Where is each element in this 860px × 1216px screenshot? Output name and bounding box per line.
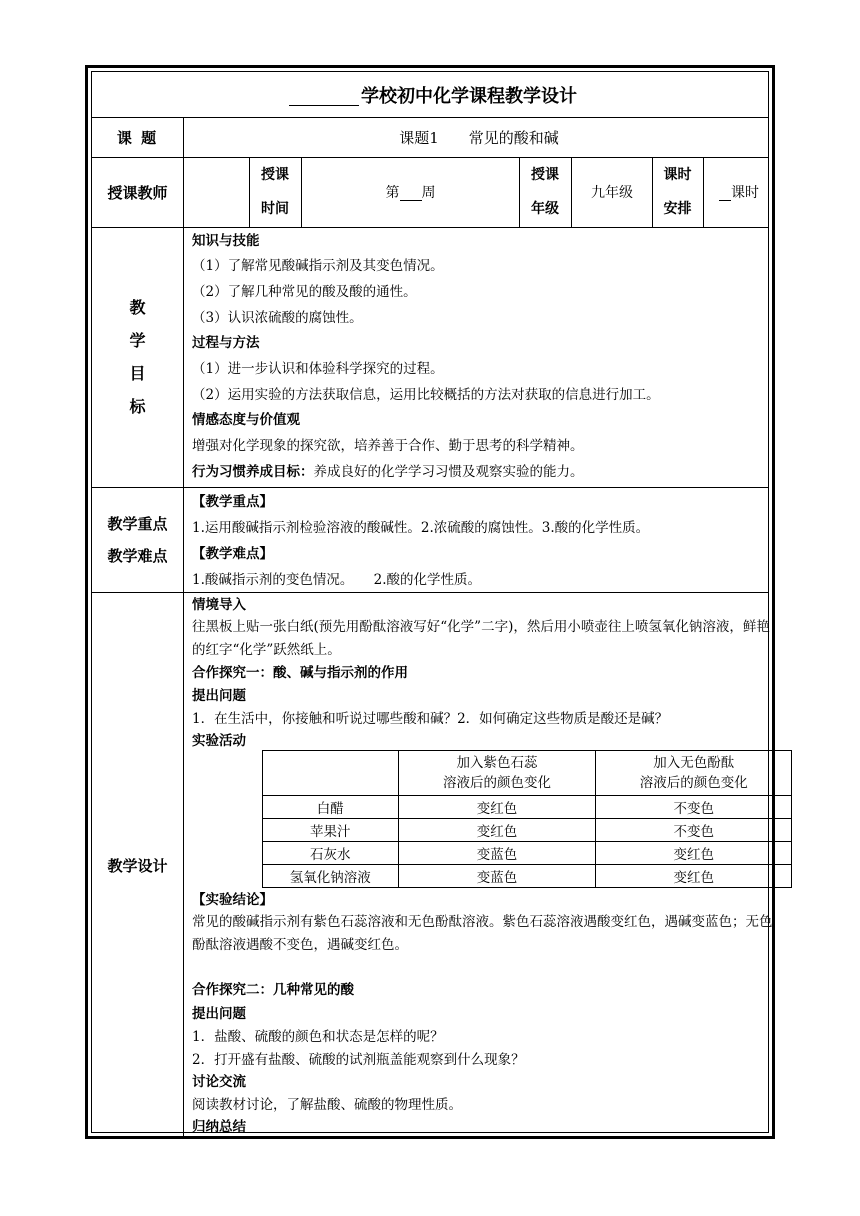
hours-suffix: 课时 xyxy=(731,185,759,201)
inquiry-1-title: 合作探究一：酸、碱与指示剂的作用 xyxy=(192,665,408,681)
header-line: 溶液后的颜色变化 xyxy=(639,775,748,791)
focus-title: 【教学重点】 xyxy=(192,494,273,510)
table-cell: 变红色 xyxy=(398,796,596,819)
habit-text: 养成良好的化学学习习惯及观察实验的能力。 xyxy=(313,464,584,480)
col-divider xyxy=(183,117,184,1138)
table-cell: 变蓝色 xyxy=(398,865,596,888)
table-row xyxy=(263,819,792,842)
difficulty-label: 教学难点 xyxy=(107,546,168,565)
design-label: 教学设计 xyxy=(107,856,168,875)
conclusion-title: 【实验结论】 xyxy=(192,892,273,908)
question-line: 1．盐酸、硫酸的颜色和状态是怎样的呢？ xyxy=(192,1029,444,1045)
objective-heading: 知识与技能 xyxy=(192,233,260,249)
focus-label: 教学重点 xyxy=(107,514,168,533)
time-label-line: 时间 xyxy=(261,201,289,217)
hours-label xyxy=(652,157,703,227)
table-cell: 变红色 xyxy=(596,865,792,888)
row-divider xyxy=(92,487,768,488)
objectives-label-char: 学 xyxy=(129,331,146,350)
objective-heading: 过程与方法 xyxy=(192,335,260,351)
table-header-cell xyxy=(398,751,596,796)
school-blank xyxy=(289,84,359,106)
discuss-title: 讨论交流 xyxy=(192,1074,246,1090)
objective-heading: 情感态度与价值观 xyxy=(192,412,300,428)
habit-label: 行为习惯养成目标： xyxy=(192,464,314,480)
week-suffix: 周 xyxy=(421,185,436,201)
topic-label: 课 题 xyxy=(116,128,159,147)
week-blank xyxy=(400,184,422,201)
question-title: 提出问题 xyxy=(192,1006,246,1022)
page-title xyxy=(92,72,774,117)
objectives-label-char: 教 xyxy=(129,298,146,317)
objective-item: （2）运用实验的方法获取信息，运用比较概括的方法对获取的信息进行加工。 xyxy=(192,387,660,403)
objective-item: （2）了解几种常见的酸及酸的通性。 xyxy=(192,284,417,300)
question-line: 2．打开盛有盐酸、硫酸的试剂瓶盖能观察到什么现象？ xyxy=(192,1052,525,1068)
table-cell: 变蓝色 xyxy=(398,842,596,865)
question-text: 1．在生活中，你接触和听说过哪些酸和碱？2．如何确定这些物质是酸还是碱？ xyxy=(192,711,669,727)
inquiry-2-title: 合作探究二：几种常见的酸 xyxy=(192,982,354,998)
table-row xyxy=(263,865,792,888)
key-points-label xyxy=(92,487,183,592)
table-cell: 氢氧化钠溶液 xyxy=(263,865,399,888)
objectives-label xyxy=(92,227,183,487)
topic-value: 课题1 常见的酸和碱 xyxy=(399,128,559,147)
objective-item: （1）了解常见酸碱指示剂及其变色情况。 xyxy=(192,258,444,274)
difficulty-title: 【教学难点】 xyxy=(192,546,273,562)
table-cell: 石灰水 xyxy=(263,842,399,865)
table-cell: 不变色 xyxy=(596,819,792,842)
table-header-cell xyxy=(263,751,399,796)
indicator-table xyxy=(262,750,792,888)
objectives-label-char: 目 xyxy=(129,364,146,383)
row-divider xyxy=(92,592,768,593)
week-field xyxy=(302,157,519,227)
focus-text: 1.运用酸碱指示剂检验溶液的酸碱性。2.浓硫酸的腐蚀性。3.酸的化学性质。 xyxy=(192,520,650,536)
time-label xyxy=(249,157,301,227)
table-row xyxy=(263,796,792,819)
header-line: 加入无色酚酞 xyxy=(653,755,735,771)
objective-item: （1）进一步认识和体验科学探究的过程。 xyxy=(192,361,444,377)
grade-label xyxy=(519,157,571,227)
difficulty-text: 1.酸碱指示剂的变色情况。 2.酸的化学性质。 xyxy=(192,572,482,588)
summary-title: 归纳总结 xyxy=(192,1119,246,1135)
table-header-cell xyxy=(596,751,792,796)
lesson-plan-table xyxy=(91,71,773,1135)
experiment-title: 实验活动 xyxy=(192,733,246,749)
table-cell: 变红色 xyxy=(398,819,596,842)
header-line: 加入紫色石蕊 xyxy=(456,755,538,771)
hours-blank xyxy=(719,184,731,201)
objective-item: （3）认识浓硫酸的腐蚀性。 xyxy=(192,310,363,326)
habit-objective xyxy=(192,462,584,482)
table-cell: 变红色 xyxy=(596,842,792,865)
row-divider xyxy=(92,227,768,228)
question-title: 提出问题 xyxy=(192,688,246,704)
discuss-text: 阅读教材讨论，了解盐酸、硫酸的物理性质。 xyxy=(192,1097,462,1113)
hours-field xyxy=(704,157,774,227)
intro-text: 往黑板上贴一张白纸(预先用酚酞溶液写好“化学”二字)，然后用小喷壶往上喷氢氧化钠溶液，鲜艳的红字“化学”跃然纸上。 xyxy=(192,619,770,658)
objective-item: 增强对化学现象的探究欲，培养善于合作、勤于思考的科学精神。 xyxy=(192,438,584,454)
hours-label-line: 课时 xyxy=(663,167,692,183)
hours-label-line: 安排 xyxy=(663,201,692,217)
page-title-text: 学校初中化学课程教学设计 xyxy=(361,85,577,107)
table-cell: 不变色 xyxy=(596,796,792,819)
table-cell: 苹果汁 xyxy=(263,819,399,842)
table-row xyxy=(263,842,792,865)
grade-value: 九年级 xyxy=(591,185,633,201)
table-cell: 白醋 xyxy=(263,796,399,819)
intro-title: 情境导入 xyxy=(192,597,246,613)
teacher-label: 授课教师 xyxy=(107,183,168,202)
lesson-plan-sheet xyxy=(85,65,775,1139)
week-prefix: 第 xyxy=(385,185,400,201)
time-label-line: 授课 xyxy=(261,167,289,183)
header-line: 溶液后的颜色变化 xyxy=(443,775,551,791)
grade-label-line: 授课 xyxy=(531,167,559,183)
objectives-label-char: 标 xyxy=(129,397,146,416)
conclusion-text: 常见的酸碱指示剂有紫色石蕊溶液和无色酚酞溶液。紫色石蕊溶液遇酸变红色，遇碱变蓝色；无色酚酞溶液遇酸不变色，遇碱变红色。 xyxy=(192,914,773,953)
table-header-row xyxy=(263,751,792,796)
grade-label-line: 年级 xyxy=(531,201,559,217)
